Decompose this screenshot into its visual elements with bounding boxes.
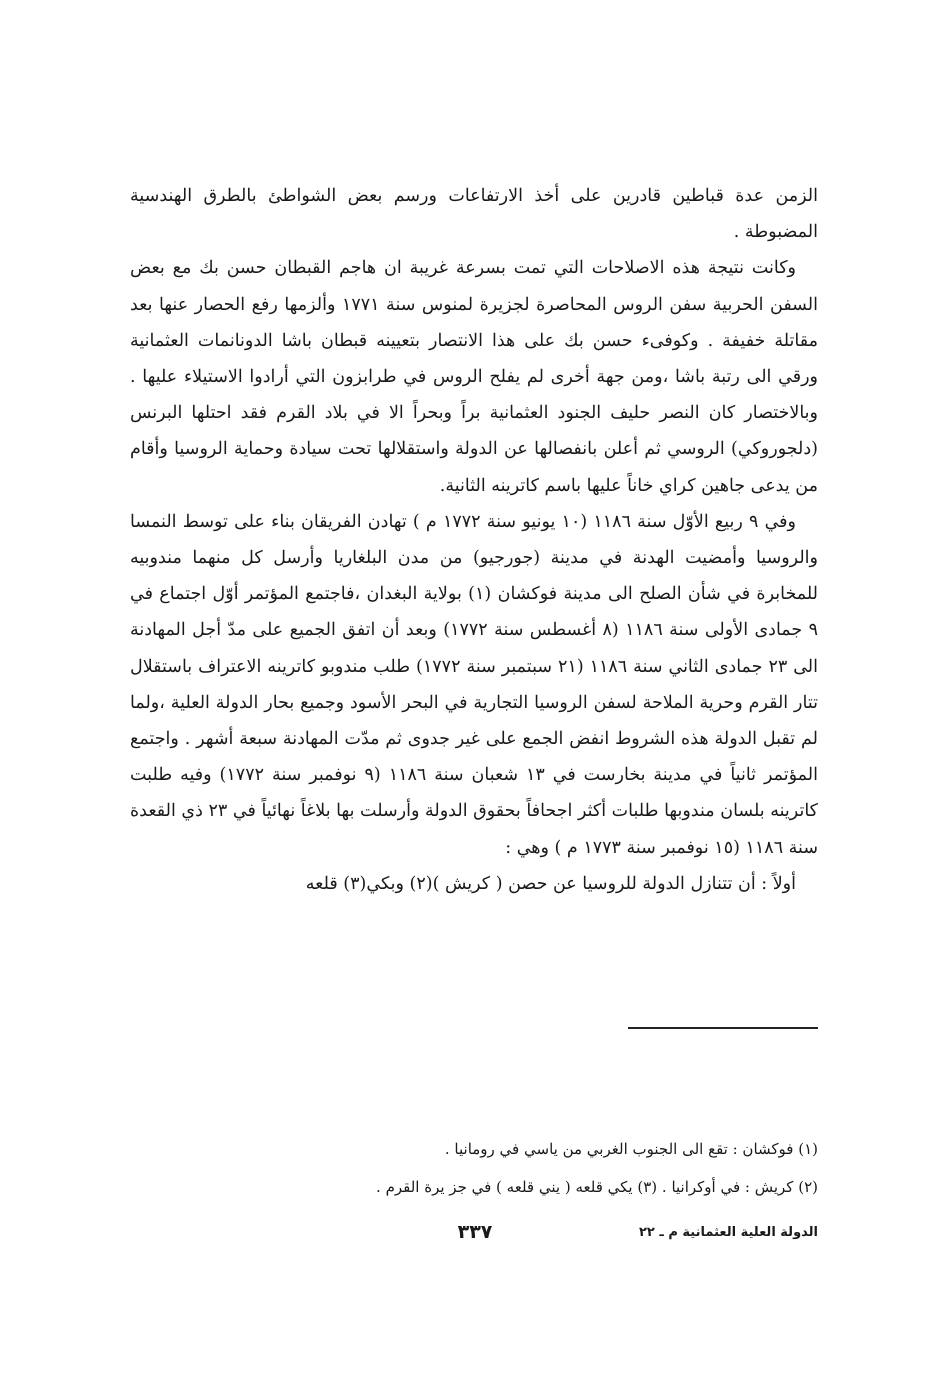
footnote-1: (١) فوكشان : تقع الى الجنوب الغربي من ياسي في رومانيا . [444,1140,818,1158]
paragraph-armistice: وفي ٩ ربيع الأوّل سنة ١١٨٦ (١٠ يونيو سنة ١٧٧٢ م ) تهادن الفريقان بناء على توسط النمسا والروسيا وأمضيت الهدنة في مدينة (جورجيو) من مدن البلغاريا وأرسل كل منهما مندوبيه للمخابرة في شأن الصلح الى مدينة فوكشان (١) بولاية البغدان ،فاجتمع المؤتمر أوّل اجتماع في ٩ جمادى الأولى سنة ١١٨٦ (٨ أغسطس سنة ١٧٧٢) وبعد أن اتفق الجميع على مدّ أجل المهادنة الى ٢٣ جمادى الثاني سنة ١١٨٦ (٢١ سبتمبر سنة ١٧٧٢) طلب مندوبو كاترينه الاعتراف باستقلال تتار القرم وحرية الملاحة لسفن الروسيا التجارية في البحر الأسود وجميع بحار الدولة العلية ،ولما لم تقبل الدولة هذه الشروط انفض الجمع على غير جدوى ثم مدّت المهادنة سبعة أشهر . واجتمع المؤتمر ثانياً في مدينة بخارست في ١٣ شعبان سنة ١١٨٦ (٩ نوفمبر سنة ١٧٧٢) وفيه طلبت كاترينه بلسان مندوبها طلبات أكثر اجحافاً بحقوق الدولة وأرسلت بها بلاغاً نهائياً في ٢٣ ذي القعدة سنة ١١٨٦ (١٥ نوفمبر سنة ١٧٧٣ م ) وهي : [130,511,819,858]
running-title: الدولة العلية العثمانية م ـ ٢٢ [639,1225,818,1240]
paragraph-continuation: الزمن عدة قباطين قادرين على أخذ الارتفاعات ورسم بعض الشواطئ بالطرق الهندسية المضبوطة . [130,186,818,243]
footnote-2-3: (٢) كريش : في أوكرانيا . (٣) يكي قلعه ( يني قلعه ) في جز يرة القرم . [376,1178,818,1196]
main-text [130,178,818,902]
page-number: ٣٣٧ [457,1221,493,1243]
paragraph-reforms: وكانت نتيجة هذه الاصلاحات التي تمت بسرعة غريبة ان هاجم القبطان حسن بك مع بعض السفن الحربية سفن الروس المحاصرة لجزيرة لمنوس سنة ١٧٧١ وألزمها رفع الحصار عنها بعد مقاتلة خفيفة . وكوفىء حسن بك على هذا الانتصار بتعيينه قبطان باشا الدونانمات العثمانية ورقي الى رتبة باشا ،ومن جهة أخرى لم يفلح الروس في طرابزون التي أرادوا الاستيلاء عليها . وبالاختصار كان النصر حليف الجنود العثمانية براً وبحراً الا في بلاد القرم فقد احتلها البرنس (دلجوروكي) الروسي ثم أعلن بانفصالها عن الدولة واستقلالها تحت سيادة وحماية الروسيا وأقام من يدعى جاهين كراي خاناً عليها باسم كاترينه الثانية. [130,258,818,496]
footnotes [130,1130,818,1206]
paragraph-first-condition: أولاً : أن تتنازل الدولة للروسيا عن حصن ( كريش )(٢) وبكي(٣) قلعه [305,873,796,894]
footnote-separator [628,1027,818,1029]
